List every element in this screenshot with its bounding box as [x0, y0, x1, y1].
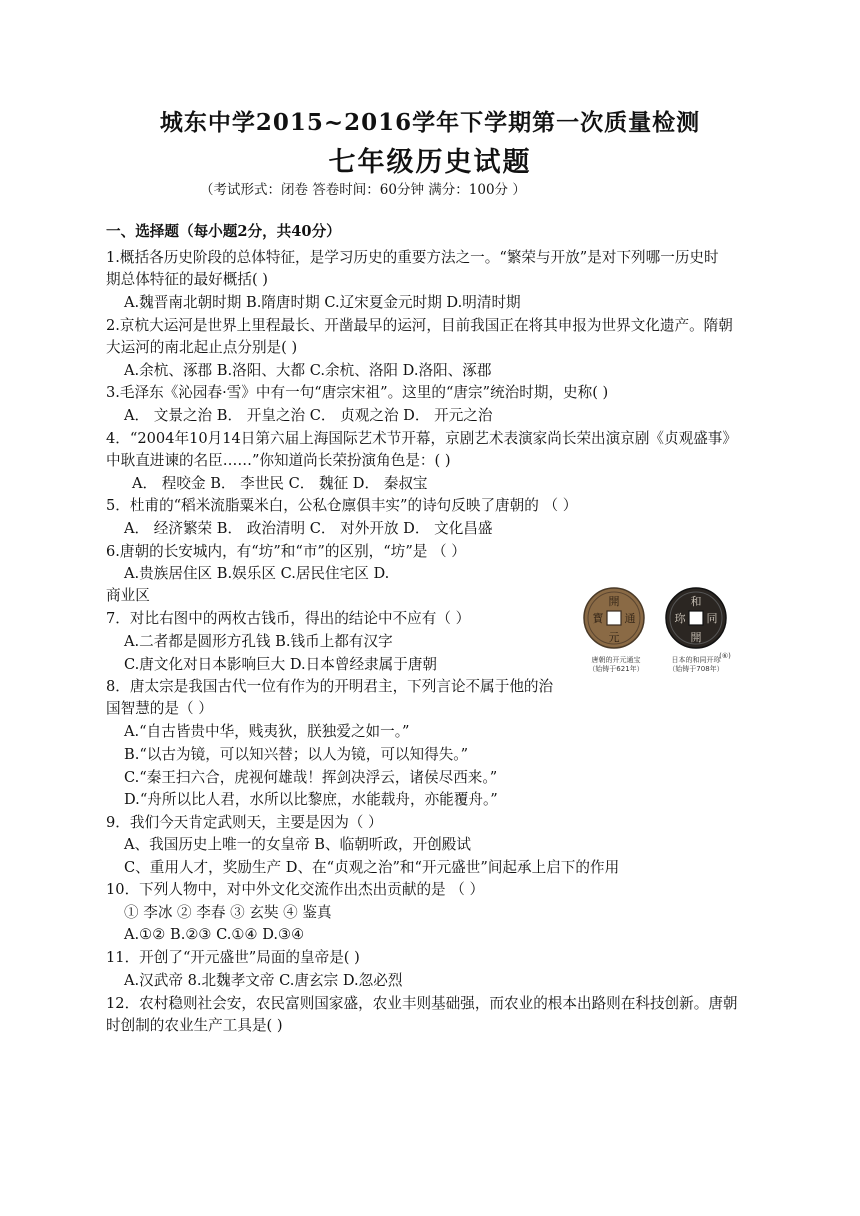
coin-right-right-char: 同: [706, 612, 718, 625]
question-4-line-2: 中耿直进谏的名臣……”你知道尚长荣扮演角色是：( ): [106, 452, 451, 469]
coin-left-bottom-char: 元: [608, 631, 620, 644]
question-10-line-1: 10．下列人物中，对中外文化交流作出杰出贡献的是 （ ）: [106, 881, 485, 898]
question-8-option-d: D.“舟所以比人君，水所以比黎庶，水能载舟，亦能覆舟。”: [124, 791, 498, 808]
coin-right-caption: 日本的和同开珎（始铸于708年）: [668, 656, 724, 673]
section-heading: 一、选择题（每小题2分，共40分）: [106, 223, 341, 240]
question-12-line-2: 时创制的农业生产工具是( ): [106, 1017, 283, 1034]
question-2-options: A.余杭、涿郡 B.洛阳、大都 C.余杭、洛阳 D.洛阳、涿郡: [124, 362, 492, 379]
question-4-options: A． 程咬金 B． 李世民 C． 魏征 D． 秦叔宝: [132, 475, 428, 492]
question-9-options-ab: A、我国历史上唯一的女皇帝 B、临朝听政，开创殿试: [124, 836, 471, 853]
question-8-option-b: B.“以古为镜，可以知兴替；以人为镜，可以知得失。”: [124, 746, 469, 763]
question-8-line-1: 8．唐太宗是我国古代一位有作为的开明君主，下列言论不属于他的治: [106, 678, 554, 695]
question-7-line-1: 7．对比右图中的两枚古钱币，得出的结论中不应有（ ）: [106, 610, 471, 627]
question-8-line-2: 国智慧的是（ ）: [106, 700, 213, 717]
question-6-options-wrap: 商业区: [106, 587, 150, 604]
question-5-line-1: 5．杜甫的“稻米流脂粟米白，公私仓廪俱丰实”的诗句反映了唐朝的 （ ）: [106, 497, 578, 514]
question-11-options: A.汉武帝 8.北魏孝文帝 C.唐玄宗 D.忽必烈: [124, 972, 403, 989]
question-3-options: A． 文景之治 B． 开皇之治 C． 贞观之治 D． 开元之治: [124, 407, 493, 424]
coin-right-left-char: 珎: [674, 612, 686, 625]
coin-left-top-char: 開: [608, 595, 620, 608]
question-8-option-c: C.“秦王扫六合，虎视何雄哉！挥剑决浮云，诸侯尽西来。”: [124, 769, 498, 786]
question-5-options: A． 经济繁荣 B． 政治清明 C． 对外开放 D． 文化昌盛: [124, 520, 493, 537]
question-1-options: A.魏晋南北朝时期 B.隋唐时期 C.辽宋夏金元时期 D.明清时期: [124, 294, 521, 311]
coin-right-top-char: 和: [690, 595, 702, 608]
question-6-options: A.贵族居住区 B.娱乐区 C.居民住宅区 D.: [124, 565, 390, 582]
question-1-line-1: 1.概括各历史阶段的总体特征，是学习历史的重要方法之一。“繁荣与开放”是对下列哪一历史时: [106, 249, 719, 266]
question-7-options-ab: A.二者都是圆形方孔钱 B.钱币上都有汉字: [124, 633, 393, 650]
question-12-line-1: 12．农村稳则社会安，农民富则国家盛，农业丰则基础强，而农业的根本出路则在科技创新。唐朝: [106, 995, 738, 1012]
exam-subject-title: 七年级历史试题: [328, 147, 532, 178]
question-2-line-1: 2.京杭大运河是世界上里程最长、开凿最早的运河，目前我国正在将其申报为世界文化遗产。隋朝: [106, 317, 733, 334]
coin-left-right-char: 通: [624, 612, 636, 625]
question-3-line-1: 3.毛泽东《沁园春·雪》中有一句“唐宗宋祖”。这里的“唐宗”统治时期，史称( ): [106, 384, 609, 401]
question-9-line-1: 9．我们今天肯定武则天，主要是因为（ ）: [106, 814, 383, 831]
question-2-line-2: 大运河的南北起止点分别是( ): [106, 339, 298, 356]
coin-left-caption: 唐朝的开元通宝（始铸于621年）: [588, 656, 644, 673]
kaiyuan-coin: [584, 588, 644, 648]
coins-figure: [582, 584, 742, 684]
exam-title: 城东中学2015~2016学年下学期第一次质量检测: [159, 109, 701, 136]
question-1-line-2: 期总体特征的最好概括( ): [106, 271, 268, 288]
question-10-options: A.①② B.②③ C.①④ D.③④: [124, 926, 305, 943]
coin-right-bottom-char: 開: [690, 631, 702, 644]
question-6-line-1: 6.唐朝的长安城内，有“坊”和“市”的区别，“坊”是 （ ）: [106, 543, 466, 560]
question-9-options-cd: C、重用人才，奖励生产 D、在“贞观之治”和“开元盛世”间起承上启下的作用: [124, 859, 620, 876]
question-11-line-1: 11．开创了“开元盛世”局面的皇帝是( ): [106, 949, 360, 966]
exam-info: （考试形式：闭卷 答卷时间：60分钟 满分：100分 ）: [200, 182, 526, 198]
wadokaichin-coin: [666, 588, 726, 648]
question-4-line-1: 4．“2004年10月14日第六届上海国际艺术节开幕，京剧艺术表演家尚长荣出演京剧《贞观盛事》: [106, 430, 737, 447]
question-8-option-a: A.“自古皆贵中华，贱夷狄，朕独爱之如一。”: [124, 723, 410, 740]
coin-footnote: (⑥): [719, 652, 731, 660]
question-7-options-cd: C.唐文化对日本影响巨大 D.日本曾经隶属于唐朝: [124, 656, 438, 673]
question-10-persons: ① 李冰 ② 李春 ③ 玄奘 ④ 鉴真: [124, 904, 332, 921]
coin-left-left-char: 寳: [592, 612, 604, 625]
